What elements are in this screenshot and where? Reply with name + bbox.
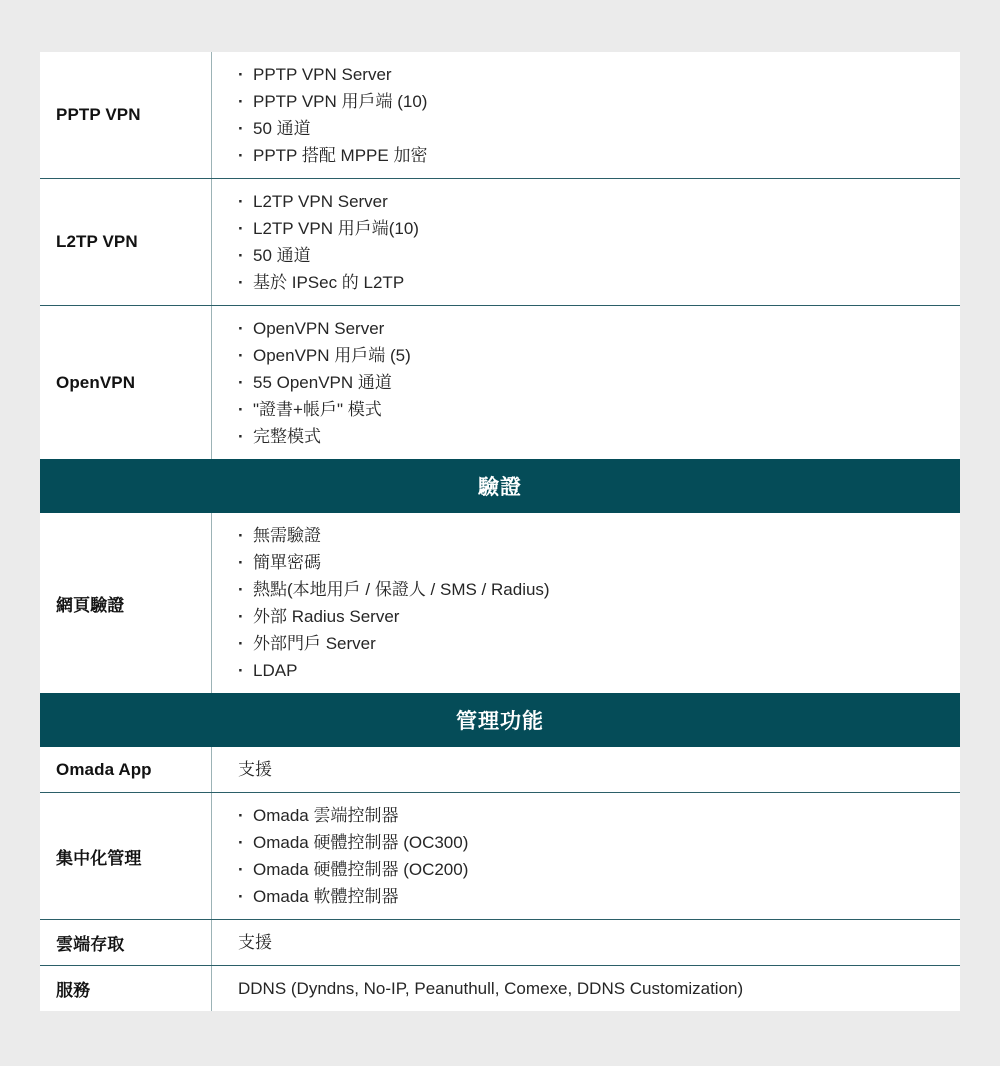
table-row — [40, 513, 960, 693]
bullet-icon: · — [238, 346, 244, 365]
list-item — [238, 369, 948, 396]
list-item — [238, 215, 948, 242]
row-content — [212, 179, 960, 305]
list-item-text: PPTP VPN 用戶端 (10) — [253, 92, 428, 111]
row-content — [212, 920, 960, 965]
list-item-text: 50 通道 — [253, 119, 311, 138]
list-item — [238, 61, 948, 88]
list-item-text: Omada 硬體控制器 (OC300) — [253, 833, 469, 852]
list-item-text: LDAP — [253, 661, 298, 680]
row-label: PPTP VPN — [40, 52, 212, 178]
list-item — [238, 142, 948, 169]
list-item-text: PPTP 搭配 MPPE 加密 — [253, 146, 428, 165]
table-row — [40, 178, 960, 305]
bullet-icon: · — [238, 526, 244, 545]
table-row — [40, 305, 960, 459]
table-row — [40, 919, 960, 965]
bullet-icon: · — [238, 806, 244, 825]
table-row — [40, 965, 960, 1011]
bullet-icon: · — [238, 246, 244, 265]
row-content — [212, 513, 960, 693]
list-item-text: OpenVPN 用戶端 (5) — [253, 346, 411, 365]
table-row — [40, 792, 960, 919]
bullet-icon: · — [238, 273, 244, 292]
list-item-text: L2TP VPN 用戶端(10) — [253, 219, 419, 238]
list-item — [238, 315, 948, 342]
row-content — [212, 52, 960, 178]
row-content — [212, 966, 960, 1011]
list-item-text: 無需驗證 — [253, 526, 321, 545]
bullet-icon: · — [238, 319, 244, 338]
list-item — [238, 88, 948, 115]
row-label: 網頁驗證 — [40, 513, 212, 693]
bullet-icon: · — [238, 119, 244, 138]
list-item-text: 簡單密碼 — [253, 553, 321, 572]
section-header — [40, 693, 960, 747]
bullet-icon: · — [238, 887, 244, 906]
row-content — [212, 747, 960, 792]
bullet-icon: · — [238, 553, 244, 572]
list-item-text: 55 OpenVPN 通道 — [253, 373, 392, 392]
row-label: 服務 — [40, 966, 212, 1011]
bullet-icon: · — [238, 92, 244, 111]
section-title: 管理功能 — [456, 710, 544, 733]
list-item — [238, 522, 948, 549]
row-value: DDNS (Dyndns, No-IP, Peanuthull, Comexe, DDNS Customization) — [238, 979, 744, 998]
bullet-icon: · — [238, 65, 244, 84]
list-item-text: 熱點(本地用戶 / 保證人 / SMS / Radius) — [253, 580, 550, 599]
bullet-icon: · — [238, 427, 244, 446]
list-item — [238, 188, 948, 215]
bullet-icon: · — [238, 860, 244, 879]
list-item — [238, 883, 948, 910]
list-item-text: 外部門戶 Server — [253, 634, 376, 653]
list-item-text: 外部 Radius Server — [253, 607, 400, 626]
bullet-icon: · — [238, 833, 244, 852]
table-row — [40, 747, 960, 792]
row-content — [212, 793, 960, 919]
list-item-text: Omada 軟體控制器 — [253, 887, 399, 906]
list-item — [238, 576, 948, 603]
list-item-text: L2TP VPN Server — [253, 192, 388, 211]
list-item-text: PPTP VPN Server — [253, 65, 392, 84]
list-item — [238, 549, 948, 576]
list-item-text: 50 通道 — [253, 246, 311, 265]
list-item-text: 完整模式 — [253, 427, 321, 446]
section-header — [40, 459, 960, 513]
bullet-icon: · — [238, 192, 244, 211]
list-item — [238, 657, 948, 684]
list-item-text: Omada 硬體控制器 (OC200) — [253, 860, 469, 879]
section-title: 驗證 — [478, 476, 522, 499]
bullet-icon: · — [238, 634, 244, 653]
bullet-icon: · — [238, 146, 244, 165]
list-item — [238, 342, 948, 369]
bullet-icon: · — [238, 373, 244, 392]
spec-table — [40, 52, 960, 1011]
list-item — [238, 396, 948, 423]
row-label: OpenVPN — [40, 306, 212, 459]
row-value: 支援 — [238, 933, 272, 952]
bullet-icon: · — [238, 219, 244, 238]
list-item — [238, 802, 948, 829]
table-row — [40, 52, 960, 178]
list-item — [238, 829, 948, 856]
list-item-text: Omada 雲端控制器 — [253, 806, 399, 825]
list-item-text: OpenVPN Server — [253, 319, 385, 338]
list-item-text: "證書+帳戶" 模式 — [253, 400, 382, 419]
list-item — [238, 242, 948, 269]
list-item — [238, 269, 948, 296]
list-item — [238, 603, 948, 630]
row-label: L2TP VPN — [40, 179, 212, 305]
list-item — [238, 630, 948, 657]
row-content — [212, 306, 960, 459]
list-item — [238, 856, 948, 883]
row-label: 集中化管理 — [40, 793, 212, 919]
bullet-icon: · — [238, 661, 244, 680]
list-item-text: 基於 IPSec 的 L2TP — [253, 273, 405, 292]
bullet-icon: · — [238, 607, 244, 626]
row-label: Omada App — [40, 747, 212, 792]
row-value: 支援 — [238, 760, 272, 779]
row-label: 雲端存取 — [40, 920, 212, 965]
list-item — [238, 115, 948, 142]
bullet-icon: · — [238, 400, 244, 419]
bullet-icon: · — [238, 580, 244, 599]
list-item — [238, 423, 948, 450]
